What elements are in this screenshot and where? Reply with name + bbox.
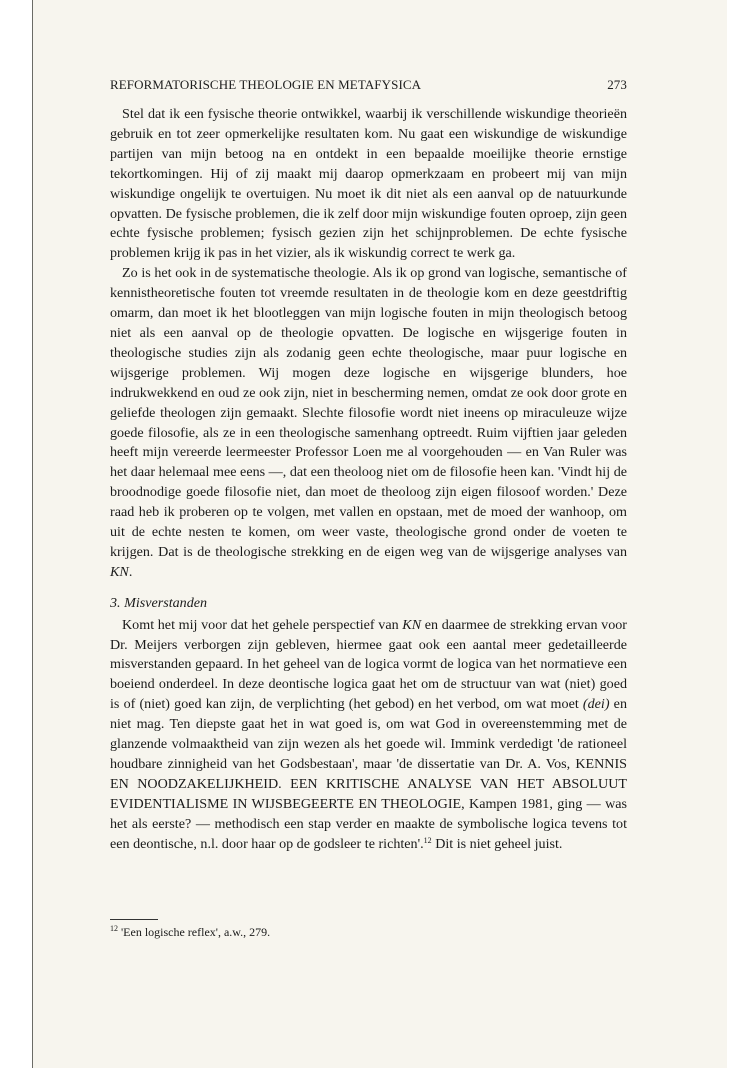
paragraph-3-text-c: en niet mag. Ten diepste gaat het in wat goed is, om wat God in overeenstemming met de glanzende volmaaktheid van zijn wezen als het goede wil. Immink verdedigt 'de rationeel houdbare zinnigheid van het Godsbestaan', maar 'de dissertatie van Dr. A. Vos, KENNIS EN NOODZAKELIJKHEID. EEN KRITISCHE ANALYSE VAN HET ABSOLUUT EVIDENTIALISME IN WIJSBEGEERTE EN THEOLOGIE, Kampen 1981, ging — was het als eerste? — methodisch een stap verder en maakte de symbolische logica tevens tot een deontische, n.l. door haar op de godsleer te richten'. (110, 696, 627, 852)
paragraph-1: Stel dat ik een fysische theorie ontwikkel, waarbij ik verschillende wiskundige theorieën gebruik en tot zeer opmerkelijke resultaten kom. Nu gaat een wiskundige de wiskundige partijen van mijn betoog na en ontdekt in een bepaalde moeilijke theorie ernstige tekortkomingen. Hij of zij maakt mij daarop opmerkzaam en probeert mij van mijn wiskundige ongelijk te overtuigen. Nu moet ik dit niet als een aanval op de natuurkunde opvatten. De fysische problemen, die ik zelf door mijn wiskundige fouten oproep, zijn geen echte fysische problemen; fysisch gezien zijn het schijnproblemen. De echte fysische problemen krijg ik pas in het vizier, als ik wiskundig correct te werk ga. (110, 106, 627, 262)
kn-abbrev: KN (402, 616, 422, 633)
paragraph-2-text: Zo is het ook in de systematische theologie. Als ik op grond van logische, semantische of kennistheoretische fouten tot vreemde resultaten in de theologie kom en deze geestdriftig omarm, dan moet ik het blootleggen van mijn logische fouten in mijn theologisch betoog niet als een aanval op de theologie opvatten. De logische en wijsgerige fouten in theologische studies zijn als zodanig geen echte theologische, maar puur logische en wijsgerige problemen. Wij mogen deze logische en wijsgerige blunders, hoe indrukwekkend en oud ze ook zijn, niet in bescherming nemen, omdat ze ook door grote en geliefde theologen zijn gemaakt. Slechte filosofie wordt niet ineens op miraculeuze wijze goede filosofie, als ze in een theologische samenhang optreedt. Ruim vijftien jaar geleden heeft mijn vereerde leermeester Professor Loen me al voorgehouden — en Van Ruler was het daar helemaal mee eens —, dat een theoloog niet om de filosofie heen kan. 'Vindt hij de broodnodige goede filosofie niet, dan moet de theoloog zijn eigen filosoof worden.' Deze raad heb ik proberen op te volgen, met vallen en opstaan, met de moed der wanhoop, om uit de echte nesten te komen, om weer vaste, theologische grond onder de voeten te krijgen. Dat is de theologische strekking en de eigen weg van de wijsgerige analyses van (110, 265, 627, 560)
paragraph-3-text-d: Dit is niet geheel juist. (431, 835, 563, 852)
footnote-text: 'Een logische reflex', a.w., 279. (118, 925, 271, 939)
running-title: REFORMATORISCHE THEOLOGIE EN METAFYSICA (110, 77, 422, 92)
paragraph-3 (110, 616, 627, 855)
section-heading: 3. Misverstanden (110, 594, 208, 611)
footnote-ref[interactable]: 12 (423, 835, 432, 845)
body-text (110, 105, 627, 855)
paragraph-3-text-a: Komt het mij voor dat het gehele perspectief van (122, 616, 403, 633)
page-number: 273 (607, 77, 627, 92)
page-gutter-line (32, 0, 33, 1068)
paragraph-3-text-b: en daarmee de strekking ervan voor Dr. Meijers verborgen zijn gebleven, hiermee gaat ook een aantal meer gedetailleerde misverstanden gepaard. In het geheel van de logica vormt de logica van het normatieve een boeiend onderdeel. In deze deontische logica gaat het om de structuur van wat (niet) goed is of (niet) goed kan zijn, de verplichting (het gebod) en het verbod, om wat moet (110, 616, 627, 713)
footnote-marker: 12 (110, 924, 118, 933)
paragraph-2-end: . (128, 563, 133, 580)
kn-abbrev: KN (110, 563, 129, 580)
footnote (110, 925, 627, 940)
greek-dei: (dei) (582, 696, 610, 713)
footnote-divider (110, 919, 158, 920)
paragraph-2 (110, 264, 627, 583)
